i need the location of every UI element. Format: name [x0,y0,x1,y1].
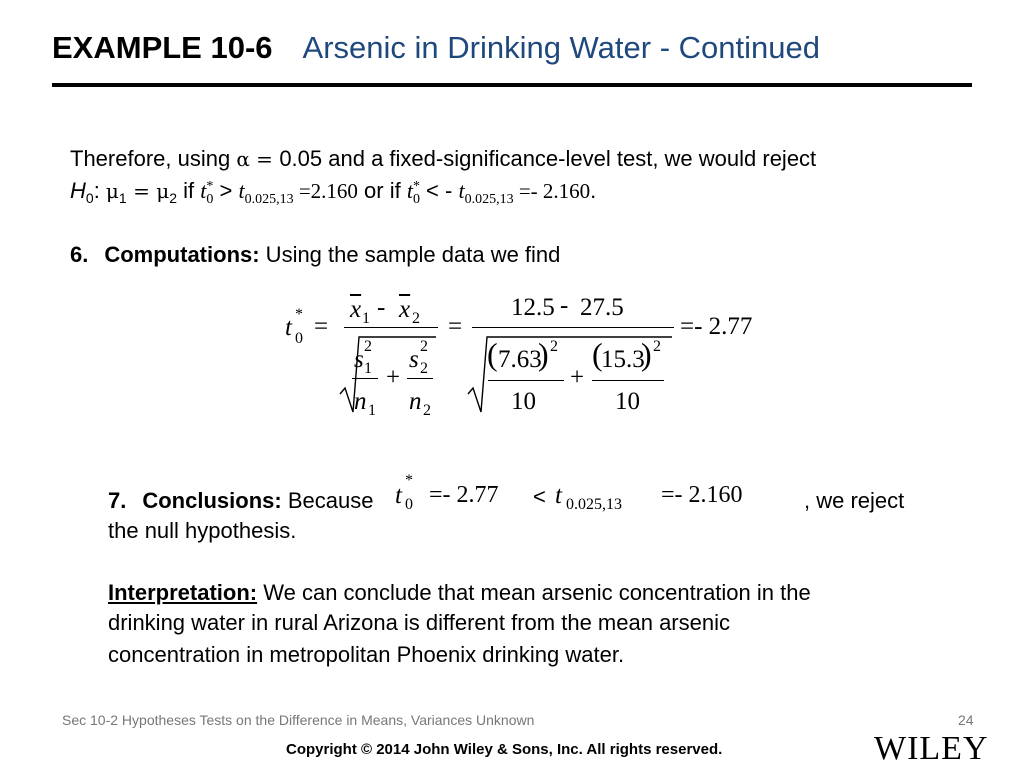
step-6-number: 6. [70,242,89,267]
fraction-bar-main [344,327,438,328]
sample-size-1: 10 [511,388,536,415]
less-than: < [533,484,546,509]
equals-sign: = [249,147,280,171]
fraction-bar-s2 [407,378,433,379]
intro-line-2 [70,176,596,206]
t0-star: * [206,178,214,194]
lhs-subscript: 0 [295,330,303,347]
step-7-line-1 [108,486,373,516]
if-text: if [177,178,201,203]
critical-value: =2.160 [293,179,358,203]
example-label: EXAMPLE 10-6 [52,30,273,65]
because-text: Because [281,488,374,513]
s2-squared: 2 [420,338,428,355]
n2: n [409,388,422,415]
paren-open: ( [592,336,603,372]
reject-text: , we reject [804,488,905,513]
critical-value: =- 2.160 [661,482,743,508]
copyright-notice: Copyright © 2014 John Wiley & Sons, Inc. All rights reserved. [286,741,723,758]
sample-size-2: 10 [615,388,640,415]
step-6 [70,240,560,270]
paren-close: ) [538,336,549,372]
slide-subtitle: Arsenic in Drinking Water - Continued [302,30,820,65]
alpha-symbol: α [236,147,250,171]
fraction-bar-s1 [352,378,378,379]
s1-squared: 2 [364,338,372,355]
t0-star: * [412,178,420,194]
sd1-squared: 2 [550,338,558,355]
interpretation-text-1: We can conclude that mean arsenic concentration in the [257,580,811,605]
x-bar-1: $\overline{x}$ [350,296,362,323]
wiley-logo: WILEY [874,730,989,767]
t-statistic: t [395,482,402,509]
mu-symbol: μ [105,179,119,203]
conclusion-formula [395,472,795,522]
fraction-bar-var2 [592,380,664,381]
t-critical: t [238,178,245,203]
t-critical: t [555,482,562,509]
fraction-bar-numeric [472,327,674,328]
equals-sign: = [314,313,329,340]
t-statistic: t [200,178,207,203]
t0-subscript: 0 [412,191,420,207]
t0-subscript: 0 [206,191,214,207]
sample-sd-1: 7.63 [498,346,542,373]
sample-sd-2: 15.3 [601,346,645,373]
n1-subscript: 1 [368,402,376,419]
x-bar-2: $\overline{x}$ [399,296,411,323]
h0-letter: H [70,178,86,203]
equals-sign: = [448,313,463,340]
mu1-subscript: 1 [118,189,127,206]
sample-mean-1: 12.5 [511,294,555,321]
t-statistic-value: =- 2.77 [680,313,753,340]
h0-subscript: 0 [85,189,94,206]
t0-star: * [405,472,413,489]
s2-subscript: 2 [420,360,428,377]
footer-section-title: Sec 10-2 Hypotheses Tests on the Difference in Means, Variances Unknown [62,712,535,728]
sd2-squared: 2 [653,338,661,355]
sample-mean-2: 27.5 [580,294,624,321]
x-bar-2-subscript: 2 [412,310,420,327]
slide-title [52,30,820,66]
s2: s [409,346,419,373]
s1: s [354,346,364,373]
h0-colon: : [93,178,106,203]
t-critical-subscript: 0.025,13 [566,496,622,513]
minus-sign: - [560,292,569,319]
t0-subscript: 0 [405,496,413,513]
mu2-subscript: 2 [169,189,177,206]
x-bar-1-subscript: 1 [362,310,370,327]
paren-open: ( [487,336,498,372]
interpretation-line-1 [108,578,811,608]
n2-subscript: 2 [423,402,431,419]
plus-sign: + [386,364,401,391]
lhs-star: * [295,306,303,323]
interpretation-line-3: concentration in metropolitan Phoenix drinking water. [108,642,625,667]
s1-subscript: 1 [364,360,372,377]
greater-than: > [213,178,239,203]
period: . [590,178,597,203]
page-number: 24 [958,712,974,728]
mu-symbol: μ [156,179,170,203]
step-7-heading: Conclusions: [142,488,282,513]
paren-close: ) [641,336,652,372]
t-statistic-equation [282,290,772,435]
interpretation-heading: Interpretation: [108,580,258,605]
equals-sign: = [126,179,157,203]
plus-sign: + [570,364,585,391]
t-statistic: t [406,178,413,203]
t-critical-subscript: 0.025,13 [244,191,294,207]
intro-text-rest: and a fixed-significance-level test, we would reject [322,146,817,171]
alpha-value: 0.05 [279,146,323,171]
lhs-t: t [285,314,292,341]
fraction-bar-var1 [488,380,564,381]
negative-critical-value: =- 2.160 [513,179,591,203]
intro-text: Therefore, using [70,146,237,171]
step-6-heading: Computations: [104,242,260,267]
minus-sign: - [377,294,386,321]
step-6-text: Using the sample data we find [259,242,561,267]
less-than-minus: < - [419,178,459,203]
intro-line-1 [70,144,816,174]
t-critical-subscript: 0.025,13 [464,191,514,207]
n1: n [354,388,367,415]
t-statistic-value: =- 2.77 [429,482,499,508]
step-7-number: 7. [108,488,127,513]
step-7-line-2: the null hypothesis. [108,518,297,543]
t-critical: t [458,178,465,203]
or-if-text: or if [357,178,407,203]
interpretation-line-2: drinking water in rural Arizona is different from the mean arsenic [108,610,730,635]
title-divider [52,83,972,87]
